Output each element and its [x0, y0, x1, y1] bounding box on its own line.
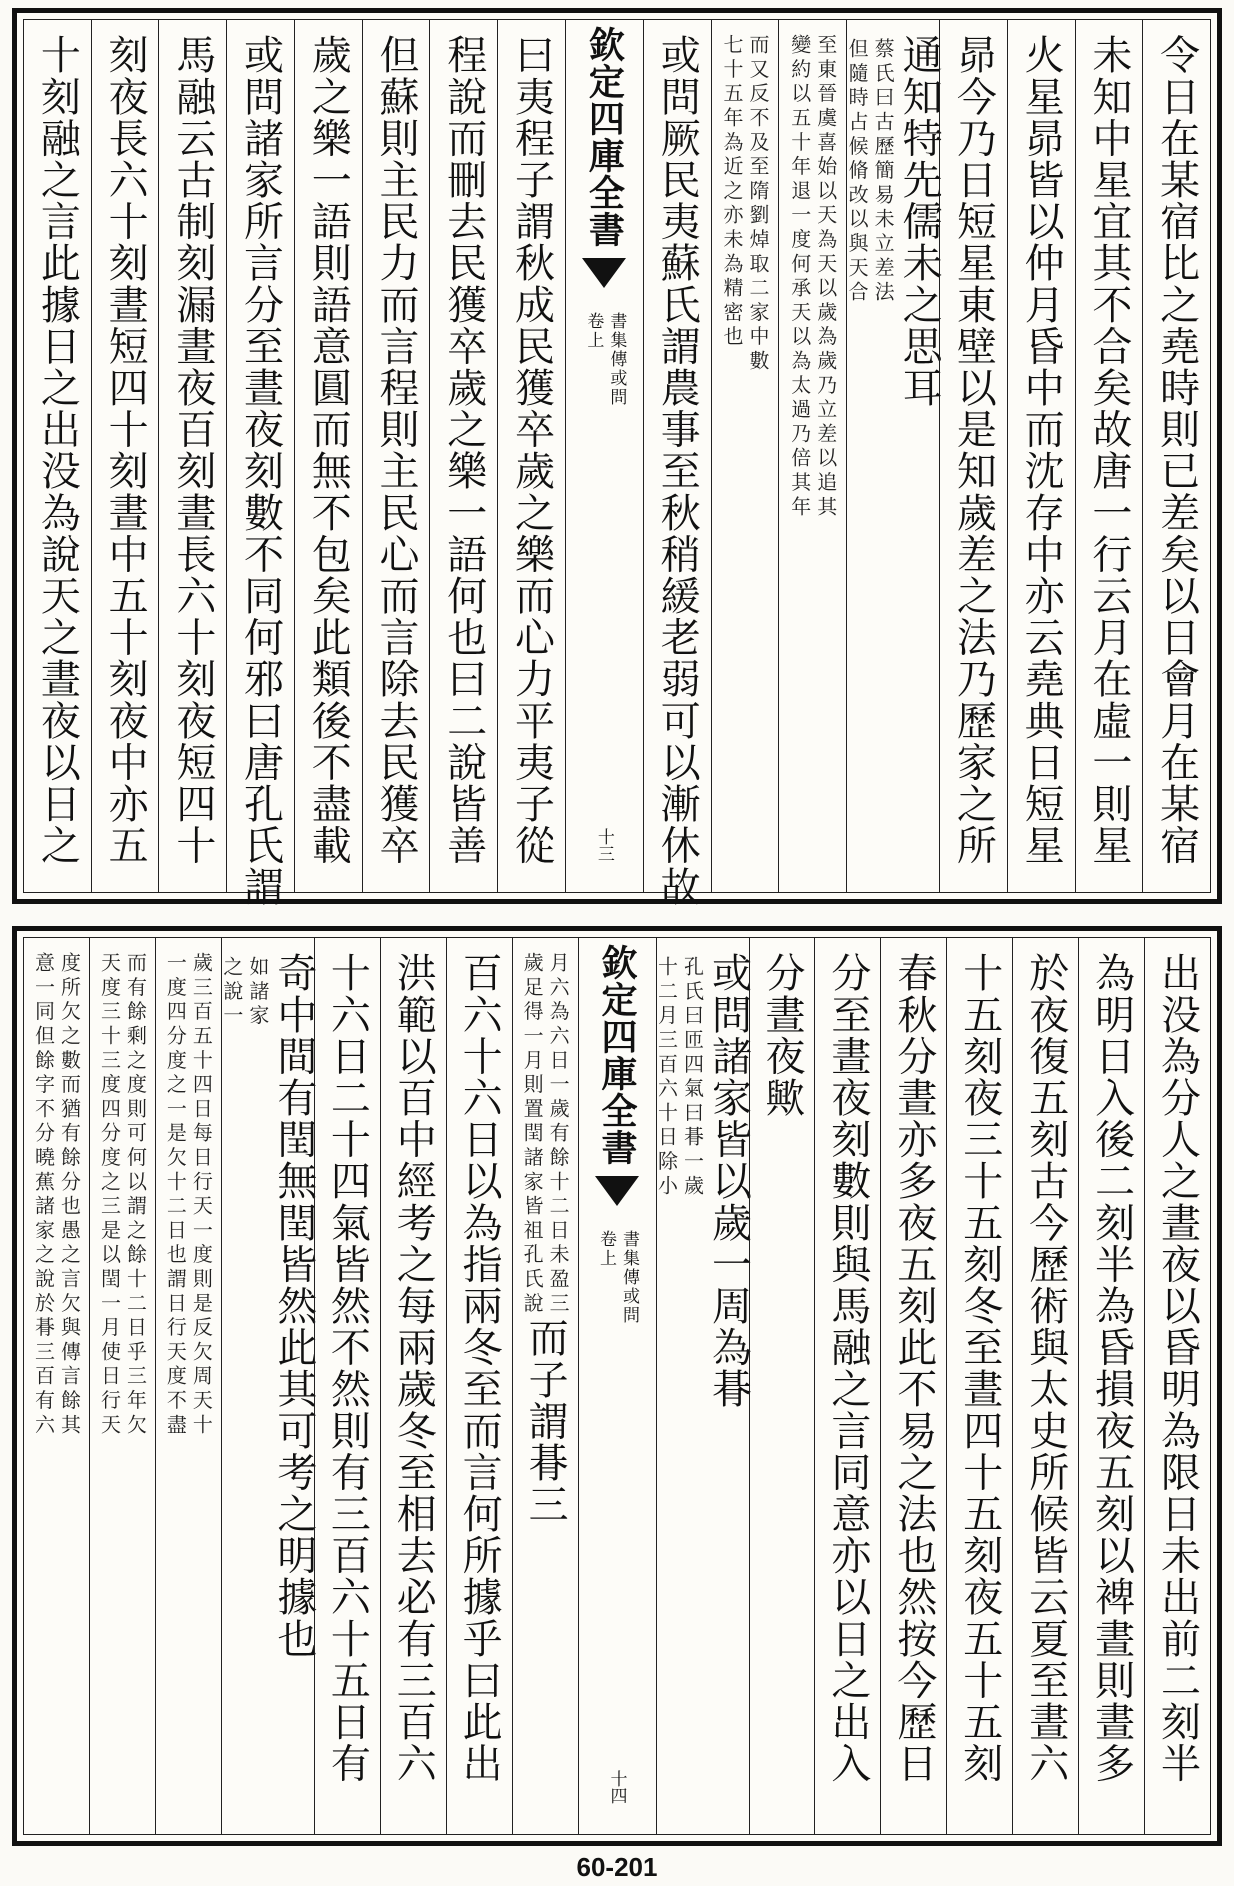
column-content: [520, 952, 571, 1525]
annotation-right: 至東晉虞喜始以天為天以歲為歲乃立差以追其: [813, 34, 838, 520]
column-content: [169, 34, 216, 866]
main-text: 或問諸家皆以歲一周為朞: [705, 952, 752, 1410]
annotation-left: 之說一: [219, 956, 244, 1029]
annotation-left: 一度四分度之一是欠十二日也謂日行天度不盡: [163, 952, 188, 1438]
column-content: [508, 34, 555, 866]
annotation-left: 意一同但餘字不分曉蕉諸家之說於朞三百有六: [31, 952, 56, 1438]
fishtail-mark: [595, 1176, 639, 1206]
column-content: [373, 34, 420, 866]
column-content: [787, 34, 838, 520]
mixed-stack: [520, 952, 571, 1525]
text-column: [1078, 938, 1144, 1834]
center-fold: [578, 938, 656, 1834]
page-code: 60-201: [576, 1852, 658, 1882]
annotation: [719, 34, 770, 375]
library-title: 欽定四庫全書: [596, 944, 639, 1166]
main-text: 為明日入後二刻半為昏損夜五刻以裨晝則晝多: [1088, 952, 1135, 1784]
text-column: [512, 938, 578, 1834]
text-column: [91, 20, 159, 892]
text-column: [711, 20, 779, 892]
main-text: 昴今乃日短星東壁以是知歲差之法乃歷家之所: [950, 34, 997, 866]
annotation-left: 天度三十三度四分度之三是以閏一月使日行天: [97, 952, 122, 1438]
text-column: [1142, 20, 1210, 892]
top-page-columns: [23, 19, 1211, 908]
column-content: [1154, 952, 1201, 1784]
text-column: [1144, 938, 1210, 1834]
column-content: [759, 952, 805, 1119]
main-text: 馬融云古制刻漏晝夜百刻晝長六十刻夜短四十: [169, 34, 216, 866]
text-column: [158, 20, 226, 892]
annotation: [219, 956, 270, 1029]
fold-labels: [596, 1230, 640, 1325]
column-content: [950, 34, 997, 866]
text-column: [219, 938, 317, 1834]
main-text: 刻夜長六十刻晝短四十刻晝中五十刻夜中亦五: [102, 34, 149, 866]
main-text: 分至晝夜刻數則與馬融之言同意亦以日之出入: [824, 952, 871, 1784]
annotation: [520, 952, 571, 1317]
main-text: 曰夷程子謂秋成民獲卒歲之樂而心力平夷子從: [508, 34, 555, 866]
annotation: [97, 952, 148, 1438]
column-content: [956, 952, 1003, 1784]
text-column: [778, 20, 846, 892]
main-text: 通知特先儒未之思耳: [896, 34, 943, 409]
column-content: [237, 34, 284, 908]
annotation-left: 十二月三百六十日除小: [654, 956, 679, 1199]
bottom-page: [12, 926, 1222, 1846]
main-text: 洪範以百中經考之每兩歲冬至相去必有三百六: [390, 952, 437, 1784]
text-column: [24, 938, 89, 1834]
text-column: [643, 20, 711, 908]
book-title: 書集傳或問: [619, 1230, 640, 1325]
annotation-right: 歲三百五十四日每日行天一度則是反欠周天十: [189, 952, 214, 1438]
annotation-left: 變約以五十年退一度何承天以為太過乃倍其年: [787, 34, 812, 520]
annotation-right: 度所欠之數而猶有餘分也愚之言欠與傳言餘其: [57, 952, 82, 1438]
fold-labels: [583, 312, 627, 407]
main-text-continued: 而子謂朞三: [522, 1316, 569, 1525]
column-content: [1022, 952, 1069, 1784]
annotation-left: 七十五年為近之亦未為精密也: [719, 34, 744, 350]
text-column: [446, 938, 512, 1834]
column-content: [845, 34, 943, 409]
annotation-right: 月六為六日一歲有餘十二日未盈三: [546, 952, 571, 1317]
column-content: [719, 34, 770, 375]
text-column: [814, 938, 880, 1834]
column-content: [1018, 34, 1065, 866]
column-content: [163, 952, 214, 1438]
volume-label: 卷上: [596, 1230, 617, 1268]
library-title: 欽定四庫全書: [583, 26, 626, 248]
text-column: [24, 20, 91, 892]
text-column: [380, 938, 446, 1834]
annotation-right: 蔡氏曰古歷簡易未立差法: [871, 38, 896, 306]
text-column: [1075, 20, 1143, 892]
main-text: 或問厥民夷蘇氏謂農事至秋稍緩老弱可以漸休故: [654, 34, 701, 908]
text-column: [654, 938, 752, 1834]
annotation-right: 孔氏曰匝四氣曰朞一歲: [680, 956, 705, 1199]
book-title: 書集傳或問: [606, 312, 627, 407]
text-column: [749, 938, 815, 1834]
fishtail-mark: [582, 258, 626, 288]
column-content: [654, 34, 701, 908]
text-column: [1012, 938, 1078, 1834]
text-column: [845, 20, 943, 892]
main-text: 於夜復五刻古今歷術與太史所候皆云夏至晝六: [1022, 952, 1069, 1784]
text-column: [314, 938, 380, 1834]
main-text: 春秋分晝亦多夜五刻此不易之法也然按今歷日: [890, 952, 937, 1784]
annotation-left: 歲足得一月則置閏諸家皆祖孔氏說: [520, 952, 545, 1317]
annotation-left: 但隨時占候脩改以與天合: [845, 38, 870, 306]
column-content: [219, 952, 317, 1660]
volume-label: 卷上: [583, 312, 604, 350]
main-text: 未知中星宜其不合矣故唐一行云月在虛一則星: [1085, 34, 1132, 866]
text-column: [362, 20, 430, 892]
text-column: [946, 938, 1012, 1834]
column-content: [440, 34, 487, 866]
main-text: 十刻融之言此據日之出没為說天之晝夜以日之: [34, 34, 81, 866]
annotation-right: 而又反不及至隋劉焯取二家中數: [745, 34, 770, 375]
text-column: [294, 20, 362, 892]
column-content: [305, 34, 352, 866]
column-content: [34, 34, 81, 866]
main-text: 歲之樂一語則語意圓而無不包矣此類後不盡載: [305, 34, 352, 866]
column-content: [824, 952, 871, 1784]
text-column: [226, 20, 294, 908]
page-number: 十三: [593, 828, 614, 862]
main-text: 令日在某宿比之堯時則已差矣以日會月在某宿: [1153, 34, 1200, 866]
main-text: 火星昴皆以仲月昏中而沈存中亦云堯典日短星: [1018, 34, 1065, 866]
annotation-right: 如諸家: [245, 956, 270, 1029]
text-column: [939, 20, 1007, 892]
text-column: [429, 20, 497, 892]
main-text: 十五刻夜三十五刻冬至晝四十五刻夜五十五刻: [956, 952, 1003, 1784]
annotation: [654, 956, 705, 1199]
main-text: 奇中間有閏無閏皆然此其可考之明據也: [270, 952, 317, 1660]
annotation-right: 而有餘剩之度則可何以謂之餘十二日乎三年欠: [123, 952, 148, 1438]
center-fold: [565, 20, 643, 892]
text-column: [89, 938, 155, 1834]
main-text: 分晝夜歟: [759, 952, 805, 1119]
column-content: [31, 952, 82, 1438]
annotation: [845, 38, 896, 306]
column-content: [456, 952, 503, 1784]
column-content: [1088, 952, 1135, 1784]
text-column: [880, 938, 946, 1834]
main-text: 十六日二十四氣皆然不然則有三百六十五日有: [324, 952, 371, 1784]
column-content: [102, 34, 149, 866]
bottom-page-columns: [23, 937, 1211, 1835]
text-column: [497, 20, 565, 892]
column-content: [890, 952, 937, 1784]
annotation: [787, 34, 838, 520]
column-content: [324, 952, 371, 1784]
main-text: 或問諸家所言分至晝夜刻數不同何邪曰唐孔氏謂: [237, 34, 284, 908]
annotation: [31, 952, 82, 1438]
page-number: 十四: [606, 1770, 627, 1804]
annotation: [163, 952, 214, 1438]
column-content: [97, 952, 148, 1438]
main-text: 程說而刪去民獲卒歲之樂一語何也曰二說皆善: [440, 34, 487, 866]
main-text: 出没為分人之晝夜以昏明為限日未出前二刻半: [1154, 952, 1201, 1784]
column-content: [390, 952, 437, 1784]
top-page: [12, 8, 1222, 908]
column-content: [654, 952, 752, 1410]
text-column: [155, 938, 221, 1834]
text-column: [1007, 20, 1075, 892]
main-text: 百六十六日以為指兩冬至而言何所據乎曰此出: [456, 952, 503, 1784]
column-content: [1153, 34, 1200, 866]
column-content: [1085, 34, 1132, 866]
main-text: 但蘇則主民力而言程則主民心而言除去民獲卒: [373, 34, 420, 866]
